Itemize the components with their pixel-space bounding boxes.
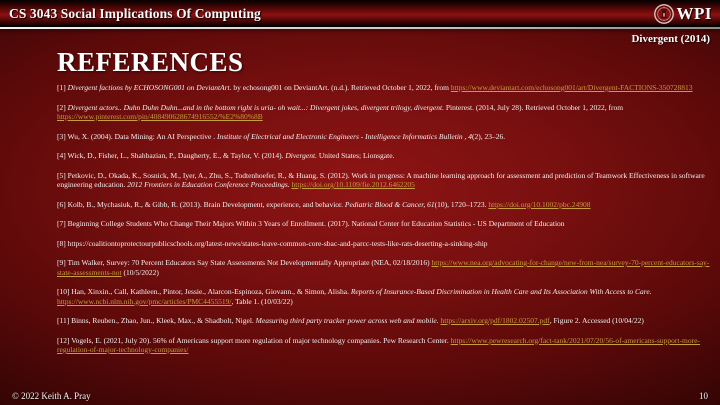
reference-text: (10/5/2022) bbox=[121, 267, 159, 277]
reference-text: Pediatric Blood & Cancer, 61 bbox=[344, 199, 435, 209]
reference-link[interactable]: https://www.pinterest.com/pin/408490628674916552/%E2%80%8B bbox=[57, 112, 263, 121]
reference-item bbox=[57, 171, 714, 190]
reference-text: [11] Binns, Reuben., Zhao, Jun., Kleek, Max., & Shadbolt, Nigel. bbox=[57, 316, 256, 325]
reference-link[interactable]: https://www.nea.org/advocating-for-change/new-from-nea/survey-70-percent-educators-say-state-assessments-not bbox=[57, 258, 710, 277]
reference-text: [6] Kolb, B., Mychasiuk, R., & Gibb, R. (2013). Brain Development, experience, and behavior. bbox=[57, 199, 345, 209]
reference-text: [9] Tim Walker, Survey: 70 Percent Educators Say State Assessments Not Developmentally Appropriate (NEA, 02/18/2016) bbox=[57, 258, 432, 267]
reference-link[interactable]: https://doi.org/10.1002/pbc.24908 bbox=[488, 199, 591, 209]
reference-text: Institute of Electrical and Electronic Engineers - Intelligence Informatics Bulletin , 4 bbox=[216, 131, 473, 141]
reference-text: [1] bbox=[57, 83, 68, 92]
reference-text: [5] Petkovic, D., Okada, K., Sosnick, M., Iyer, A., Zhu, S., Todtenhoefer, R., & Huang, S. (2012). Work in progress: A machine learning approach for assessment and prediction of Teamwork Effectiveness in software engineering education. bbox=[57, 170, 705, 189]
reference-item bbox=[57, 83, 714, 93]
reference-item bbox=[57, 219, 714, 229]
wpi-logo bbox=[654, 4, 713, 24]
reference-item bbox=[57, 132, 714, 142]
references-list bbox=[57, 83, 714, 365]
reference-item bbox=[57, 200, 714, 210]
reference-text: (10), 1720–1723. bbox=[434, 199, 489, 209]
reference-link[interactable]: https://www.ncbi.nlm.nih.gov/pmc/articles/PMC4455519/ bbox=[57, 296, 232, 306]
reference-link[interactable]: https://www.pewresearch.org/fact-tank/2021/07/20/56-of-americans-support-more-regulation-of-major-technology-companies/ bbox=[57, 335, 700, 354]
reference-text: Measuring third party tracker power across web and mobile. bbox=[255, 316, 439, 325]
reference-item bbox=[57, 336, 714, 355]
reference-text: [10] Han, Xinxin., Call, Kathleen., Pintor, Jessie., Alarcon-Espinoza, Giovann., & Simon, Alisha. bbox=[57, 287, 351, 296]
reference-item bbox=[57, 287, 714, 306]
reference-text: Divergent factions by ECHOSONG001 on DeviantArt. bbox=[67, 83, 232, 92]
reference-item bbox=[57, 103, 714, 122]
header-divider bbox=[0, 27, 720, 29]
reference-text: Divergent actors.. Duhn Duhn Duhn...and in the bottom right is uria- oh wait...: Divergent jokes, divergent trilogy, divergent. bbox=[67, 102, 444, 112]
reference-text: by echosong001 on DeviantArt. (n.d.). Retrieved October 1, 2022, from bbox=[231, 83, 451, 92]
reference-link[interactable]: https://arxiv.org/pdf/1802.02507.pdf bbox=[440, 316, 550, 325]
reference-text: [3] Wu, X. (2004). Data Mining: An AI Perspective . bbox=[57, 131, 217, 141]
reference-text: Reports of Insurance-Based Discrimination in Health Care and Its Association With Access to Care. bbox=[350, 287, 652, 296]
reference-text: , Table 1. (10/03/22) bbox=[231, 296, 293, 306]
slide-subtitle: Divergent (2014) bbox=[631, 33, 710, 45]
reference-text: [2] bbox=[57, 102, 68, 112]
reference-item bbox=[57, 239, 714, 249]
reference-text: , Figure 2. Accessed (10/04/22) bbox=[549, 316, 644, 325]
wpi-logo-text: WPI bbox=[676, 3, 712, 23]
reference-text: Pinterest. (2014, July 28). Retrieved October 1, 2022, from bbox=[443, 102, 624, 112]
copyright-text: © 2022 Keith A. Pray bbox=[12, 391, 91, 401]
reference-item bbox=[57, 316, 714, 326]
reference-text: (2), 23–26. bbox=[472, 131, 506, 141]
reference-text: [7] Beginning College Students Who Change Their Majors Within 3 Years of Enrollment. (2017). National Center for Education Statistics - US Department of Education bbox=[57, 219, 565, 228]
reference-item bbox=[57, 151, 714, 161]
reference-item bbox=[57, 258, 714, 277]
reference-text: United States; Lionsgate. bbox=[316, 151, 395, 160]
reference-text: Divergent. bbox=[285, 151, 317, 160]
reference-text: [8] https://coalitiontoprotectourpublicschools.org/latest-news/states-leave-common-core-sbac-and-parcc-tests-like-rats-deserting-a-sinking-ship bbox=[57, 238, 488, 248]
page-title: REFERENCES bbox=[57, 47, 244, 77]
page-number: 10 bbox=[699, 391, 708, 401]
reference-link[interactable]: https://doi.org/10.1109/fie.2012.6462205 bbox=[291, 180, 415, 189]
reference-text: [12] Vogels, E. (2021, July 20). 56% of Americans support more regulation of major technology companies. Pew Research Center. bbox=[57, 335, 451, 345]
course-title: CS 3043 Social Implications Of Computing bbox=[9, 5, 261, 21]
reference-text: [4] Wick, D., Fisher, L., Shahbazian, P., Daugherty, E., & Taylor, V. (2014). bbox=[57, 151, 286, 160]
wpi-seal-icon bbox=[654, 4, 674, 24]
reference-link[interactable]: https://www.deviantart.com/echosong001/art/Divergent-FACTIONS-350728813 bbox=[450, 83, 693, 92]
reference-text: 2012 Frontiers in Education Conference Proceedings. bbox=[127, 180, 290, 189]
title-bar bbox=[0, 0, 720, 27]
